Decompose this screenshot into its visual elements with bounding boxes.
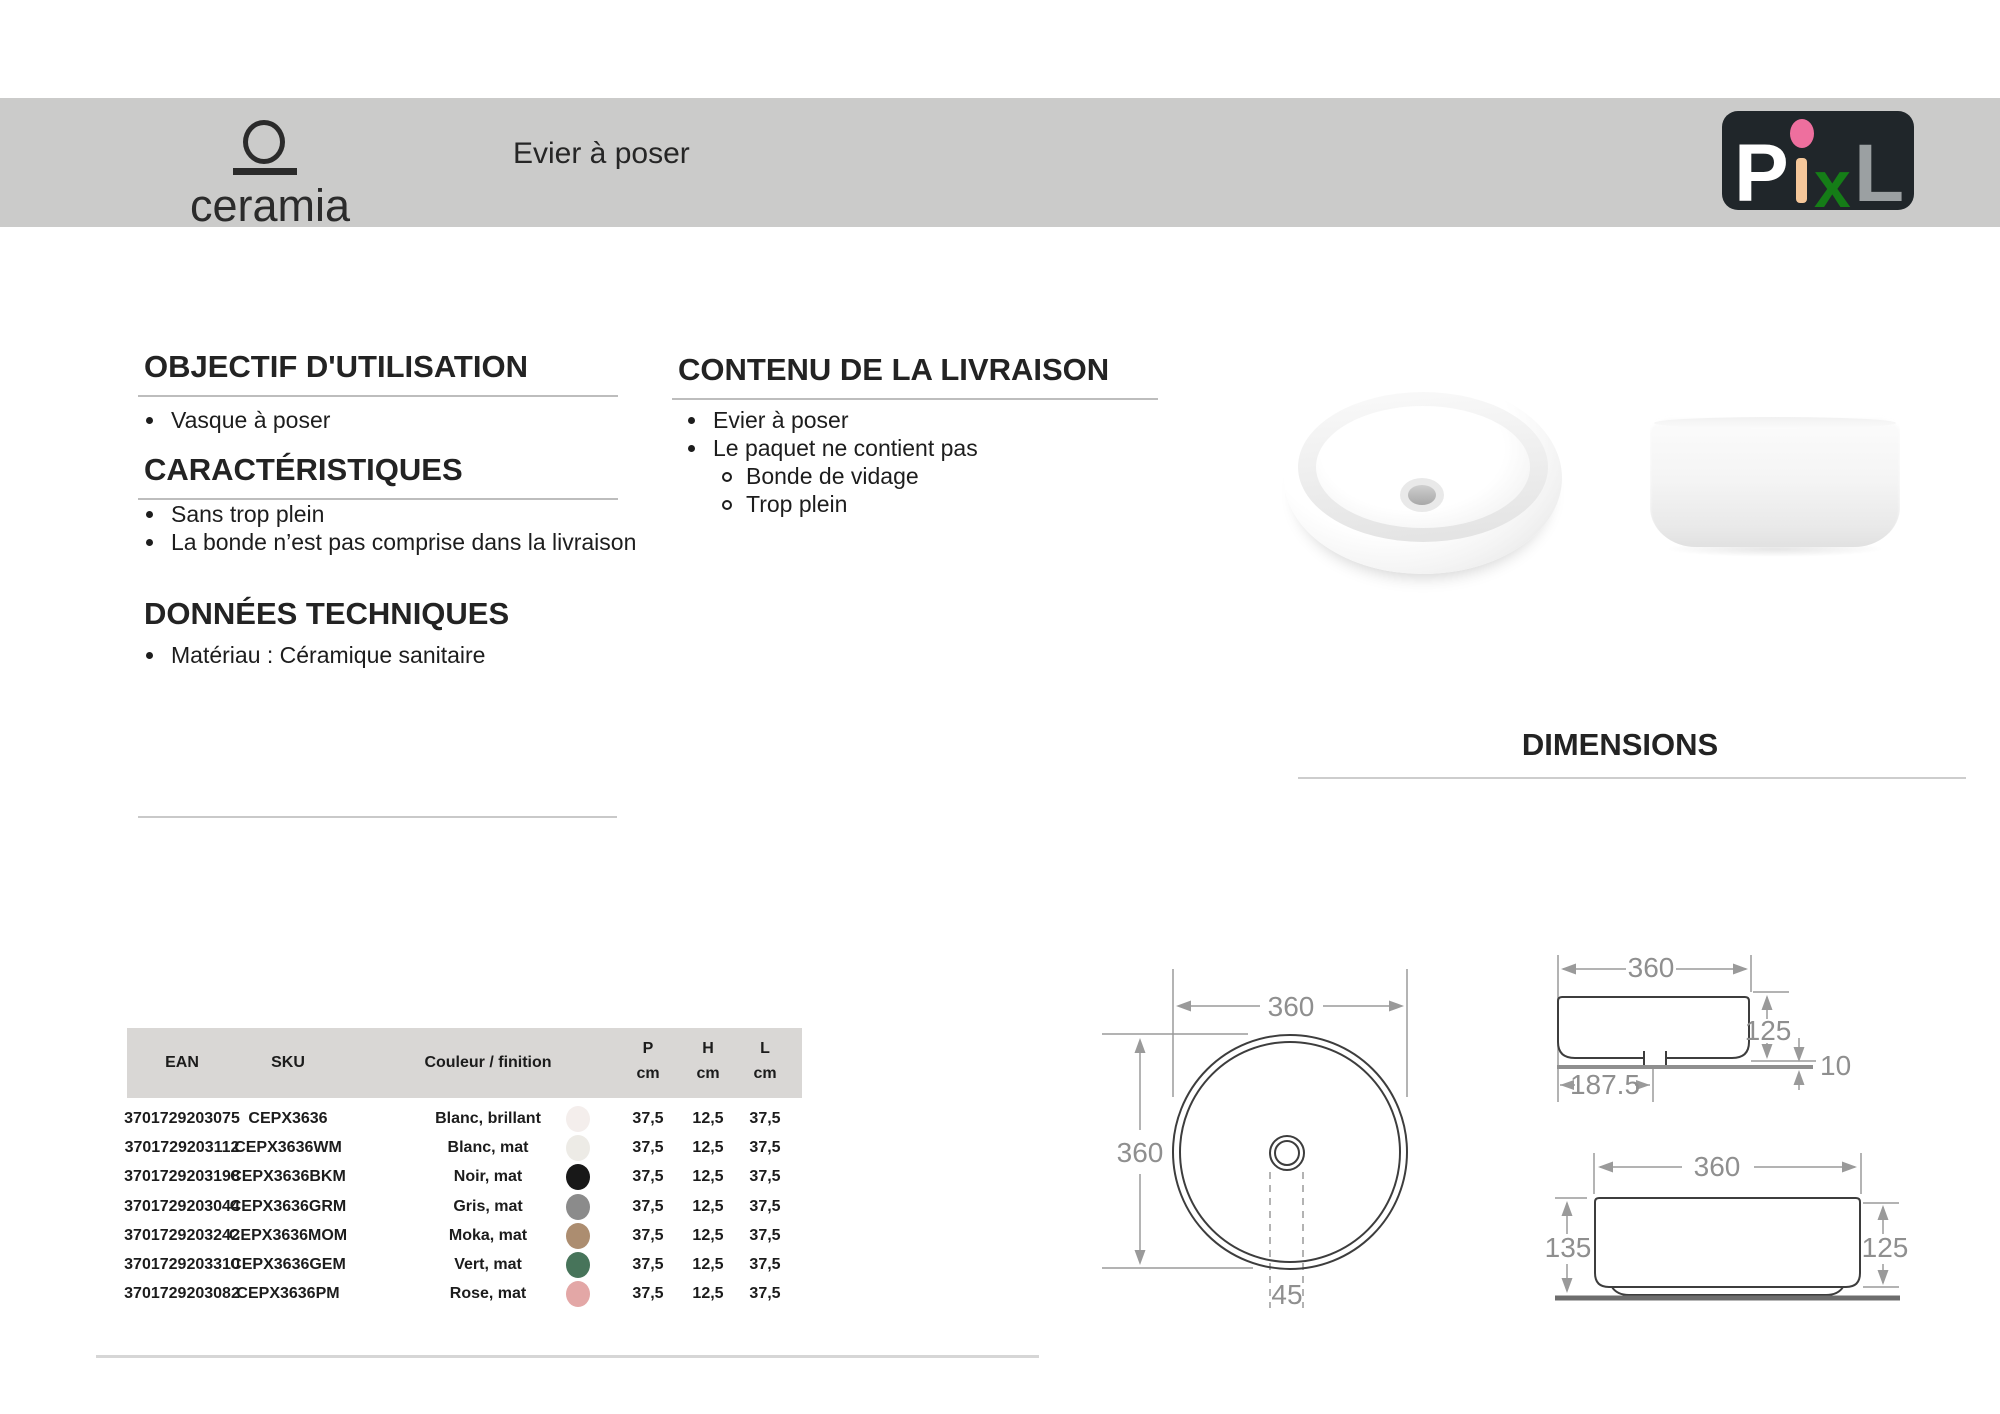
- column-header-color: Couleur / finition: [424, 1054, 552, 1071]
- cell-color: Blanc, mat: [447, 1139, 529, 1156]
- cell-p: 37,5: [632, 1198, 664, 1215]
- header-band: [0, 98, 2000, 231]
- cell-p: 37,5: [632, 1256, 664, 1273]
- cell-l: 37,5: [749, 1227, 781, 1244]
- dim-label-width: 360: [1693, 1151, 1741, 1182]
- bowl-side-body: [1650, 415, 1900, 547]
- cell-ean: 3701729203044: [124, 1198, 240, 1215]
- list-subitem: Bonde de vidage: [680, 462, 978, 490]
- section-title-dimensions: DIMENSIONS: [1521, 727, 1719, 762]
- dim-label-depth: 360: [1116, 1137, 1164, 1168]
- cell-ean: 3701729203310: [124, 1256, 240, 1273]
- cell-h: 12,5: [692, 1256, 724, 1273]
- cell-ean: 3701729203112: [124, 1139, 240, 1156]
- dim-label-ledge: 187.5: [1569, 1069, 1641, 1100]
- cell-l: 37,5: [749, 1168, 781, 1185]
- cell-p: 37,5: [632, 1110, 664, 1127]
- cell-l: 37,5: [749, 1256, 781, 1273]
- cell-l: 37,5: [749, 1285, 781, 1302]
- cell-color: Moka, mat: [448, 1227, 528, 1244]
- dim-label-width: 360: [1267, 991, 1315, 1022]
- bowl-drain: [1400, 478, 1444, 512]
- color-swatch: [566, 1223, 590, 1249]
- cell-sku: CEPX3636MOM: [228, 1227, 348, 1244]
- list-item: Sans trop plein: [138, 500, 636, 528]
- color-swatch: [566, 1164, 590, 1190]
- cell-h: 12,5: [692, 1198, 724, 1215]
- cell-l: 37,5: [749, 1139, 781, 1156]
- color-swatch: [566, 1252, 590, 1278]
- list-subitem: Trop plein: [680, 490, 978, 518]
- column-header-h: H: [702, 1040, 714, 1057]
- footer-divider: [96, 1355, 1039, 1358]
- section-title-contenu: CONTENU DE LA LIVRAISON: [672, 352, 1158, 400]
- column-header-l-unit: cm: [753, 1065, 777, 1082]
- cell-h: 12,5: [692, 1139, 724, 1156]
- cell-l: 37,5: [749, 1198, 781, 1215]
- diagram-side-view: [1530, 930, 2000, 1130]
- dim-label-height-right: 125: [1861, 1232, 1909, 1263]
- caracteristiques-list: [138, 500, 636, 556]
- color-swatch: [566, 1135, 590, 1161]
- color-swatch: [566, 1194, 590, 1220]
- dim-label-drain: 45: [1271, 1279, 1303, 1310]
- cell-p: 37,5: [632, 1227, 664, 1244]
- donnees-list: [138, 641, 485, 669]
- cell-color: Gris, mat: [453, 1198, 523, 1215]
- pixl-letter-p: P: [1734, 128, 1789, 219]
- column-header-ean: EAN: [165, 1054, 199, 1071]
- dimensions-divider: [1298, 777, 1966, 779]
- list-item: La bonde n’est pas comprise dans la livraison: [138, 528, 636, 556]
- section-title-caracteristiques: CARACTÉRISTIQUES: [138, 452, 618, 500]
- cell-l: 37,5: [749, 1110, 781, 1127]
- cell-sku: CEPX3636PM: [236, 1285, 340, 1302]
- cell-ean: 3701729203242: [124, 1227, 240, 1244]
- product-photo-perspective: [1272, 380, 1572, 585]
- cell-ean: 3701729203082: [124, 1285, 240, 1302]
- ceramia-logo: [170, 112, 370, 231]
- cell-p: 37,5: [632, 1139, 664, 1156]
- cell-h: 12,5: [692, 1168, 724, 1185]
- objectif-list: [138, 406, 330, 434]
- ceramia-ring-icon: [243, 120, 285, 164]
- pixl-i-stem-icon: [1796, 158, 1807, 203]
- cell-color: Vert, mat: [454, 1256, 522, 1273]
- cell-color: Blanc, brillant: [435, 1110, 541, 1127]
- dim-label-height-left: 135: [1544, 1232, 1592, 1263]
- dim-label-width: 360: [1627, 952, 1675, 983]
- bowl-side-rim: [1654, 417, 1896, 429]
- product-photo-side: [1650, 415, 1900, 565]
- pixl-letter-l: L: [1854, 128, 1905, 219]
- dim-label-height: 125: [1744, 1015, 1792, 1046]
- cell-p: 37,5: [632, 1285, 664, 1302]
- cell-h: 12,5: [692, 1227, 724, 1244]
- column-header-p-unit: cm: [636, 1065, 660, 1082]
- column-header-h-unit: cm: [696, 1065, 720, 1082]
- bowl-drain-hole: [1408, 485, 1436, 505]
- contenu-list: [680, 406, 978, 518]
- left-column-divider: [138, 816, 617, 818]
- cell-sku: CEPX3636: [248, 1110, 328, 1127]
- cell-ean: 3701729203075: [124, 1110, 240, 1127]
- cell-sku: CEPX3636GRM: [229, 1198, 347, 1215]
- ceramia-bar-icon: [233, 168, 297, 175]
- cell-p: 37,5: [632, 1168, 664, 1185]
- list-item: Le paquet ne contient pas: [680, 434, 978, 462]
- column-header-l: L: [760, 1040, 770, 1057]
- cell-ean: 3701729203198: [124, 1168, 240, 1185]
- cell-color: Rose, mat: [449, 1285, 527, 1302]
- cell-color: Noir, mat: [453, 1168, 523, 1185]
- section-title-donnees: DONNÉES TECHNIQUES: [144, 596, 510, 631]
- cell-h: 12,5: [692, 1285, 724, 1302]
- diagram-top-view: [1080, 940, 1540, 1370]
- list-item: Evier à poser: [680, 406, 978, 434]
- column-header-p: P: [642, 1040, 654, 1057]
- cell-h: 12,5: [692, 1110, 724, 1127]
- section-title-objectif: OBJECTIF D'UTILISATION: [138, 349, 618, 397]
- color-swatch: [566, 1281, 590, 1307]
- column-header-sku: SKU: [271, 1054, 305, 1071]
- pixl-logo: [1722, 111, 1914, 221]
- color-swatch: [566, 1106, 590, 1132]
- page-title: Evier à poser: [513, 137, 690, 170]
- pixl-i-dot-icon: [1790, 119, 1814, 148]
- dim-label-thickness: 10: [1820, 1050, 1852, 1081]
- list-item: Matériau : Céramique sanitaire: [138, 641, 485, 669]
- diagram-front-view: [1530, 1130, 2000, 1360]
- cell-sku: CEPX3636BKM: [230, 1168, 346, 1185]
- pixl-letter-x: x: [1814, 147, 1851, 221]
- list-item: Vasque à poser: [138, 406, 330, 434]
- brand-name: ceramia: [189, 180, 351, 231]
- cell-sku: CEPX3636GEM: [230, 1256, 346, 1273]
- cell-sku: CEPX3636WM: [234, 1139, 342, 1156]
